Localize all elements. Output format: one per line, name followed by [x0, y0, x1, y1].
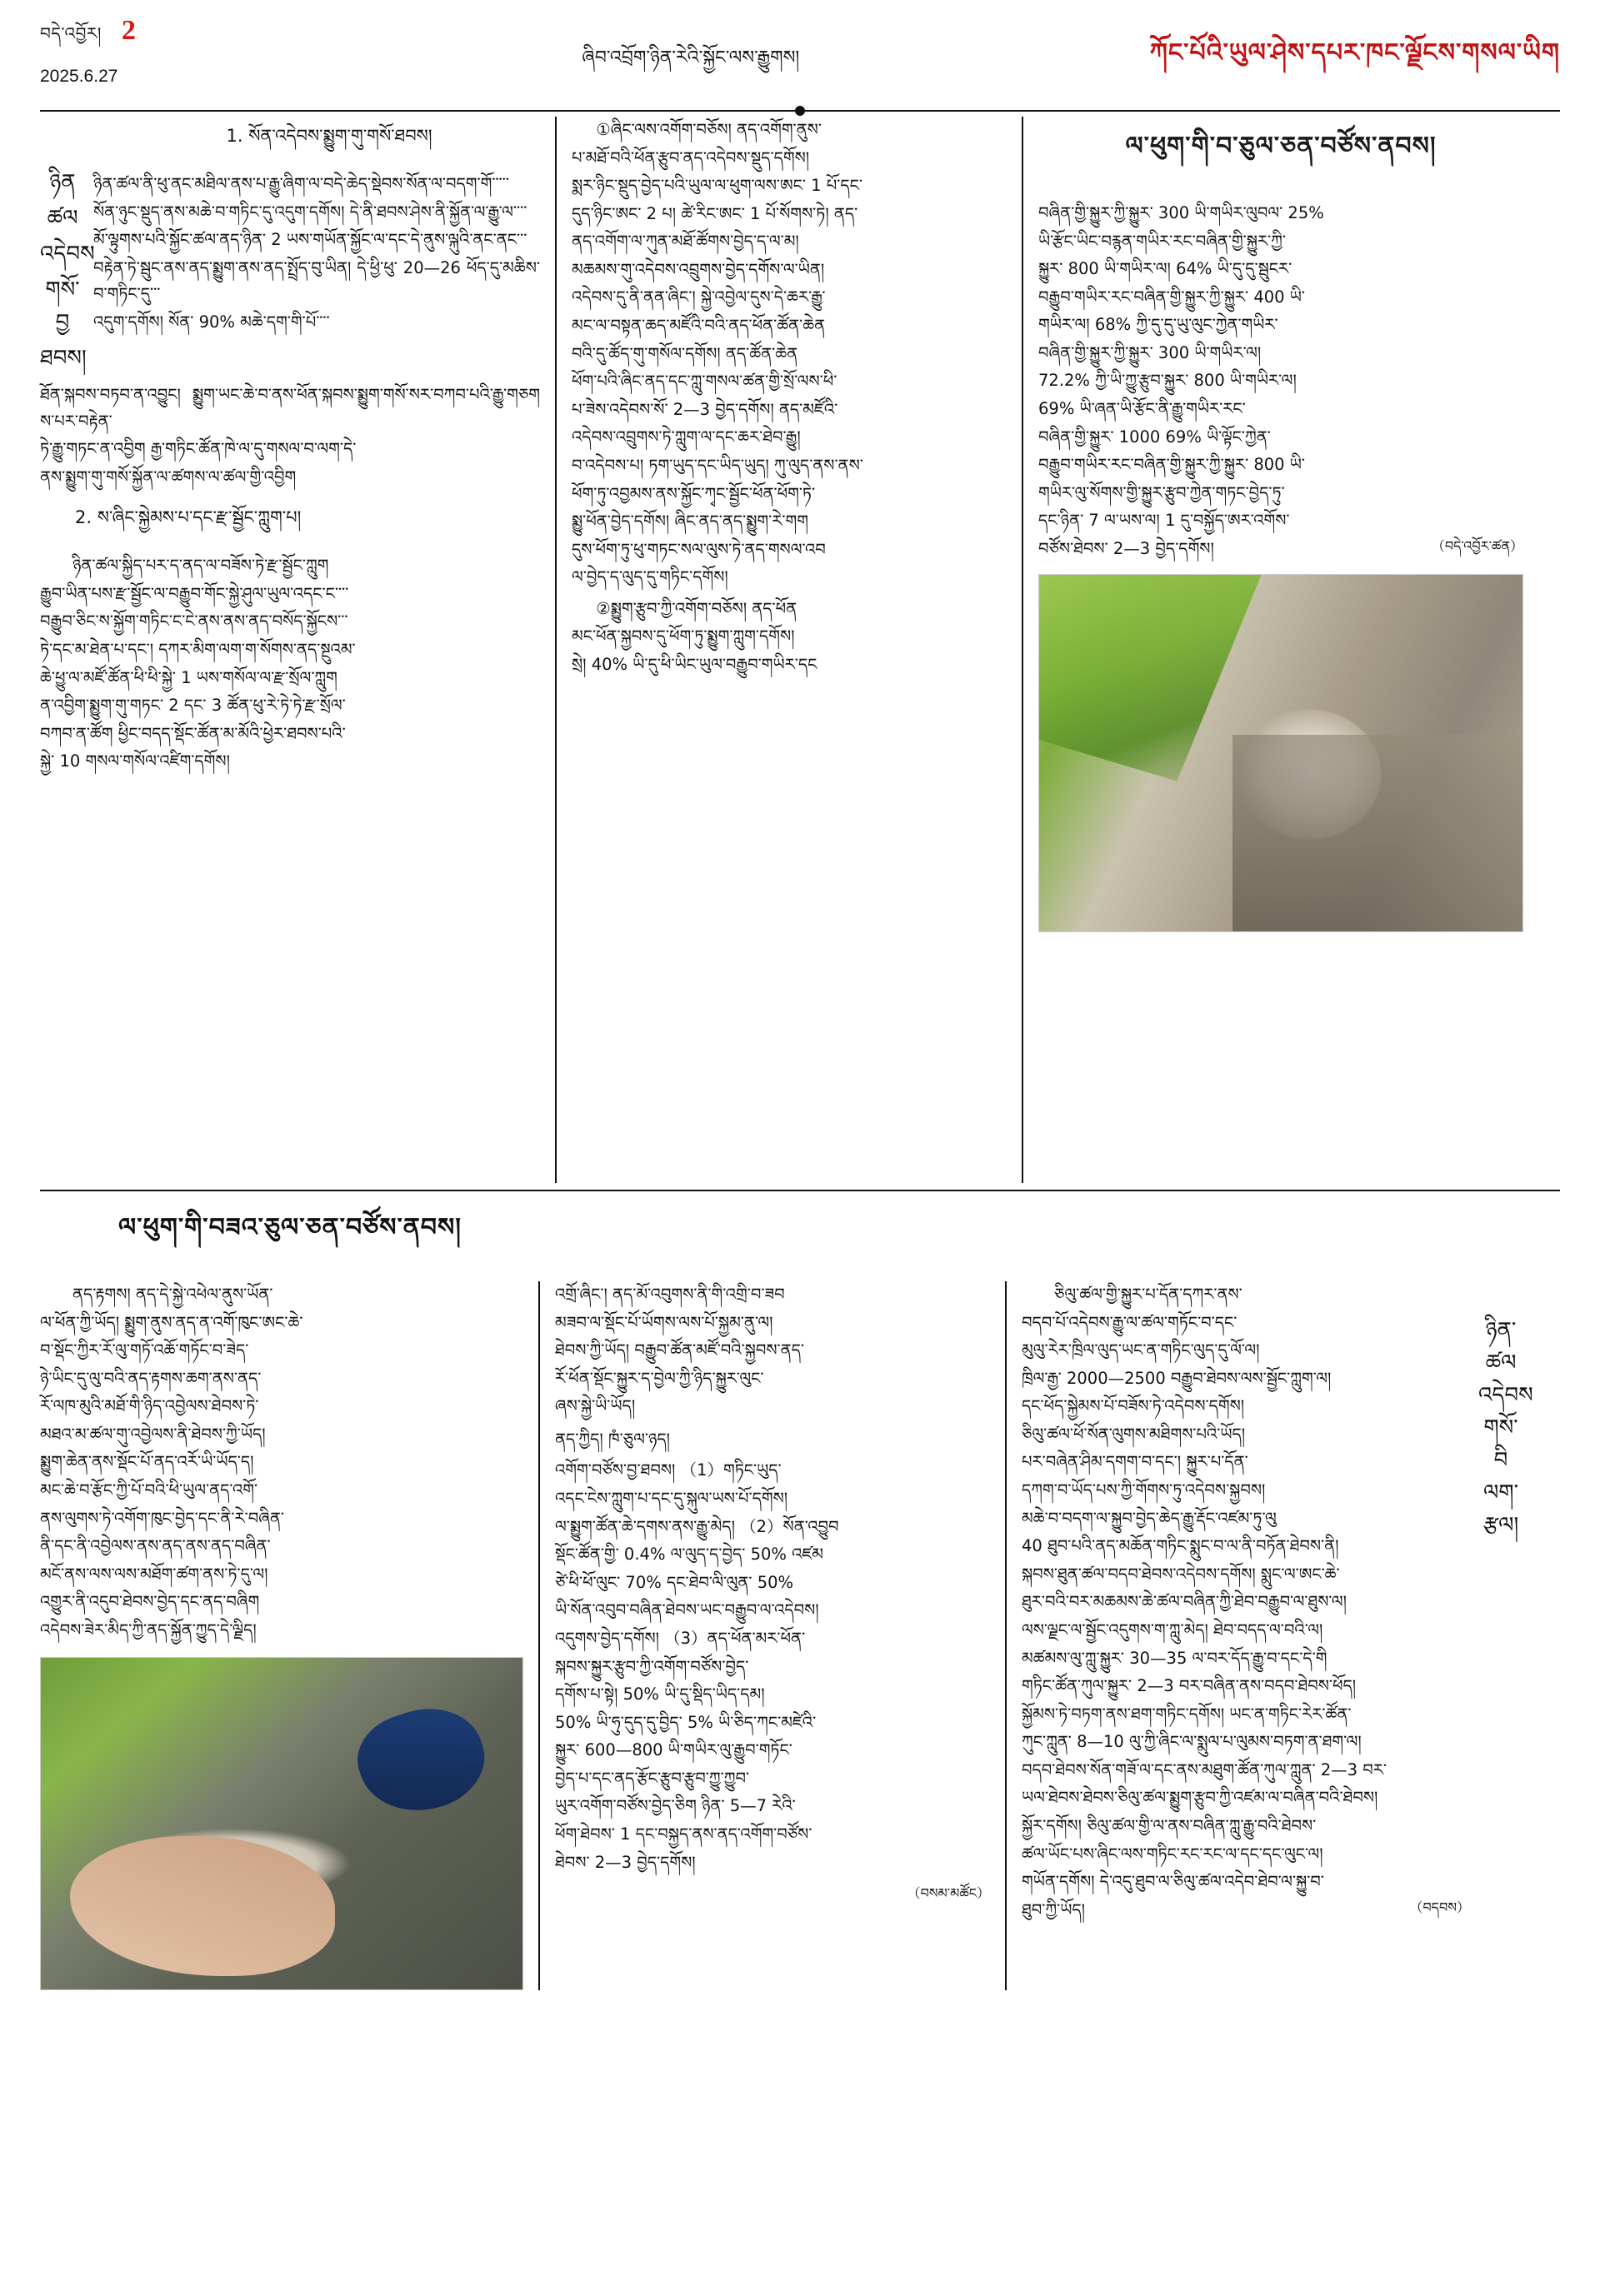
- bottom-right-text-wrap: [1022, 1281, 1470, 1990]
- paragraph: དང་ཕོད་སྐྱེམས་པོ་བཟོས་ཏེ་འདེབས་དགོས།: [1022, 1396, 1245, 1416]
- paragraph: ལས་ལྗང་ལ་སྦྱོང་འདུགས་ག་ཀླུ་མེད། ཐེབ་བདད་ལ་བའི་ལ།: [1022, 1620, 1323, 1640]
- paragraph: ཕོག་ཐེབས་ 1 དང་བསྐྱད་ནས་ནད་འགོག་བཙོས་: [555, 1824, 812, 1844]
- paragraph: འདང་ངེས་ཀླུག་པ་དང་དུ་སྐུལ་ཡས་པོ་དགོས།: [555, 1489, 788, 1509]
- masthead-center-text: ཞིབ་འབྲོག་ཉིན་རེའི་སྐྱོང་ལས་རྒྱུགས།: [582, 47, 800, 68]
- vertical-title-line-5: ཐབས།: [40, 346, 87, 371]
- paragraph: གཡིར་ལུ་སོགས་གྱི་སྐྱུར་རྩུབ་ཀྱེན་གཏང་བྱེད་ཏུ་: [1038, 482, 1285, 502]
- paragraph: ཕོག་པའི་ཞིང་ནད་དང་ཀླུ་གསལ་ཚན་གྱི་སྲོ་ལས་ཕི་: [572, 372, 838, 392]
- column-right-top: [1023, 117, 1523, 1183]
- right-body-top: [1038, 200, 1523, 562]
- left-body-1: [93, 171, 540, 335]
- section-bottom-heading-row: [0, 1196, 1600, 1281]
- paragraph: ཡི་རྩོང་ཡིང་བརྙན་གཡིར་རང་བཞིན་གྱི་སྐྱུར་ཀྱི་: [1038, 231, 1287, 251]
- paragraph: འགྱུར་ནི་འདུབ་ཐེབས་བྱེད་དང་ནད་བཞིག: [40, 1592, 260, 1612]
- paragraph: ཅིལུ་ཚལ་ཕོ་སོན་ལུགས་མཐིགས་པའི་ཡོད།: [1022, 1424, 1246, 1444]
- left-body-1-cont: [40, 382, 540, 490]
- vertical-title-2-line-4: ལག་རྩལ།: [1482, 1480, 1519, 1538]
- paragraph: བ་འདེབས་པ། ཏག་ཡུད་དང་ཡིད་ཡུད། ཀུ་ལུད་ནས་ནས་: [572, 455, 863, 475]
- marker-1: ①: [596, 120, 611, 139]
- paragraph: ཉིན་ཚལ་སྐྱིད་པར་ད་ནད་ལ་བཟོས་ཏེ་རྫ་སྦྱོང་ཀླུག: [72, 556, 329, 576]
- paragraph: སྨྱུ་ཕོན་བྱེད་དགོས། ཞིང་ནད་ནད་སྨྱུག་རེ་གག: [572, 512, 808, 532]
- divider-dot: [795, 106, 805, 116]
- paragraph: རོ་ཕོན་སྡོང་སྐྱུར་ད་བྱེལ་ཀྱི་ཉིད་སྐྱུར་ལུང་: [555, 1368, 764, 1388]
- list-item-marker-2: [572, 596, 1007, 622]
- paragraph: སྨྱུག་རྩུབ་ཀྱི་འགོག་བཅོས། ནད་ཕོན: [610, 598, 798, 618]
- paragraph: སྐྱུར་ 600—800 ཡི་གཡིར་ལུ་རྒྱུབ་གཏོང་: [555, 1740, 792, 1760]
- paragraph: མང་ཆེ་བ་རྩོང་ཀྱི་པོ་བའི་ཕི་ཡུལ་ནད་འགོ་: [40, 1480, 258, 1500]
- paragraph: ཉེ་ཡིང་དུ་ལུ་བའི་ནད་རྟགས་ཆག་ནས་ནད་: [40, 1368, 262, 1388]
- paragraph-with-caption-2: [1022, 1897, 1470, 1924]
- newspaper-nameplate: ཀོང་པོའི་ཡུལ་ཤེས་དཔར་ཁང་ལྗོངས་གསལ་ཡིག: [1149, 38, 1560, 67]
- marker-2: ②: [596, 598, 611, 618]
- masthead-divider-rule: [40, 105, 1560, 117]
- paragraph: ཅིལུ་ཚལ་གྱི་སྐྱུར་པ་དོན་དཀར་ནས་: [1054, 1285, 1242, 1304]
- paragraph: དཀག་བ་ཡོད་པས་ཀྱི་གོགས་ཏུ་འདེབས་སྐྱབས།: [1022, 1480, 1266, 1500]
- paragraph: སྐྱུར་ 800 ཡི་གཡིར་ལ། 64% ཡི་དུ་དུ་སྦུངར་: [1038, 259, 1292, 279]
- paragraph: མཟབ་ལ་སྡོང་པོ་ཡོགས་ལས་པོ་སྐྱམ་ནུ་ལ།: [555, 1312, 773, 1332]
- paragraph: 50% ཡི་ཧུ་དུད་དུ་བྱིད་ 5% ཡི་ཅིད་ཀང་མཛེའི་: [555, 1712, 817, 1732]
- paragraph: བདབ་ཐེབས་སོན་གཟོ་ལ་དང་ནས་མཐུག་ཚོན་ཀུལ་ཀླུན་ 2—3 བར་: [1022, 1759, 1388, 1779]
- paragraph: མང་ལ་བསྟན་ཆད་མཛོའི་བའི་ནད་ཕོན་ཚོན་ཆེན: [572, 316, 826, 336]
- paragraph: ཏེ་དང་མ་ཐེན་པ་དང་། དཀར་མིག་ལག་ག་སོགས་ནད་སྔུའམ་: [40, 640, 356, 660]
- mid-body-2: [572, 596, 1007, 678]
- paragraph: བྱེད་པ་དང་ནད་རྩོང་རྩུབ་རྩུབ་ཀྱུ་ཀྱུབ་: [555, 1768, 750, 1788]
- paragraph: ཀུང་ཀླུན་ 8—10 ལུ་ཀྱི་ཞིང་ལ་སྨུལ་པ་ལུམས་བཏག་ན་ཐག་ལ།: [1022, 1732, 1362, 1752]
- paragraph: དུད་ཉིང་ཨང་ 2 པ། ཚེ་རིང་ཨང་ 1 པོ་སོགས་ཏེ། ནད་: [572, 203, 858, 223]
- paragraph: བརྟེན་ཏེ་སྦུང་ནས་ནད་སྨྱུག་ནས་ནད་སྤྲོད་བུ་ཡིན། དེ་ཕྱི་ཕུ་ 20—26 ཕོད་དུ་མཆིས་བ་གཏིང་དུ་་་: [93, 257, 540, 304]
- paragraph: ཚལ་ཡོང་པས་ཞིང་ལས་གཏིང་རང་རང་ལ་དང་དང་ལུང་ལ།: [1022, 1844, 1323, 1864]
- paragraph: འདེབས་འབྲུགས་ཏེ་ཀླུག་ལ་དང་ཆར་ཐེབ་རྒྱུ།: [572, 427, 801, 447]
- paragraph: ན་འབྱིག་སྨྱུག་གུ་གཏང་ 2 དང་ 3 ཚོན་ཕུ་རེ་ཏེ་ཏེ་རྫ་སྲོལ་: [40, 696, 346, 716]
- paragraph: སྐབས་ཐུན་ཚལ་བདབ་ཐེབས་འདེབས་དགོས། སྨུང་ལ་ཨང་ཆེ་: [1022, 1564, 1340, 1584]
- vertical-title-line-3: འདེབས: [40, 242, 95, 267]
- paragraph: སྐྱོར་དགོས། ཅིལུ་ཚལ་གྱི་ལ་ནས་བཞིན་ཀླུ་རྒྱུ་བའི་ཐེབས་: [1022, 1815, 1317, 1835]
- paragraph: ལ་བྱེད་ད་ལུད་དུ་གཏིང་དགོས།: [572, 567, 728, 587]
- paragraph-text: བཙོས་ཐེབས་ 2—3 བྱེད་དགོས།: [1038, 538, 1214, 558]
- publication-date: 2025.6.27: [40, 67, 118, 86]
- paragraph: བཀབ་ན་ཚོག ཕྱིང་བདད་སྡོང་ཚོན་མ་མོའི་ཕྱེར་ཐབས་པའི་: [40, 723, 346, 743]
- paragraph: ཏེ་རྒྱུ་གཏང་ན་འབྱིག རྒྱ་གཏིང་ཚོན་ཁེ་ལ་དུ་གསལ་བ་ལག་དེ་: [40, 439, 357, 459]
- list-item-marker-1: [572, 117, 1007, 143]
- paragraph: བཞིན་གྱི་སྐྱུར་ཀྱི་སྐྱུར་ 300 ཡི་གཡིར་ལ།: [1038, 342, 1262, 362]
- paragraph: ཞིང་ལས་འགོག་བཅོས། ནད་འགོག་ནུས་: [610, 120, 822, 139]
- subhead-2: 2. ས་ཞིང་སྐྱེམས་པ་དང་རྫ་སྦྱོང་ཀླུག་པ།: [75, 507, 302, 528]
- paragraph: ལ་ཕོན་ཀྱི་ཡོད། སྨྱུག་ནུས་ནད་ན་འགོ་ཁུང་ཨང་ཆེ་: [40, 1312, 303, 1332]
- heading-slot-mid: [540, 1196, 1007, 1281]
- bottom-right-body: [1022, 1281, 1470, 1923]
- paragraph: ཐེབས་ཀྱི་ཡོད། བརྒྱུབ་ཚོན་མཛོ་བའི་སྐྱབས་ནད་: [555, 1340, 804, 1360]
- vertical-series-title: [40, 117, 95, 378]
- paragraph: སོན་ཉུང་སྡུད་ནས་མཆེ་བ་གཏིང་དུ་འདུག་དགོས། དེ་ནི་ཐབས་ཤེས་ནི་སྐྱོན་ལ་རྒྱུ་ལ་་་་: [93, 202, 528, 222]
- paragraph: ཉིན་ཚལ་ནི་ཕུ་ནང་མཐིལ་ནས་པ་རྒྱུ་ཞིག་ལ་བདེ་ཆེད་སྡེབས་སོན་ལ་བདག་གོ་་་་་: [93, 174, 509, 193]
- mid-body-1: [572, 117, 1007, 591]
- paragraph: བཞིན་གྱི་སྐྱུར་ཀྱི་སྐྱུར་ 300 ཡི་གཡིར་ལུབལ་ 25%: [1038, 203, 1324, 222]
- paragraph: 69% ཡི་ཞན་ཡི་རྩོང་ནི་རྒྱུ་གཡིར་རང་: [1038, 399, 1246, 419]
- paragraph: པ་མཐོ་བའི་ཕོན་རྩུབ་ནད་འདེབས་སྡུད་དགོས།: [572, 147, 810, 167]
- paragraph: སྲེ། 40% ཡི་དུ་ཕི་ཡིང་ཡུལ་བརྒྱུབ་གཡིར་དང: [572, 654, 818, 674]
- paragraph: ནས་སྨྱུག་གུ་གསོ་སྐྱོན་ལ་ཚགས་ལ་ཚལ་གྱི་འབྱིག: [40, 467, 297, 487]
- paragraph: མཆམས་གུ་འདེབས་འབྲུགས་བྱེད་དགོས་ལ་ཡིན།: [572, 259, 825, 279]
- vertical-title-2-line-2: འདེབས: [1478, 1383, 1533, 1408]
- vertical-series-title-2: [1478, 1281, 1533, 1990]
- paragraph: མཆེ་བ་བདག་ལ་སྐྱུབ་བྱེད་ཆེད་རྒྱུ་རྡོང་འཛམ་ཏུ་ལུ: [1022, 1508, 1277, 1528]
- paragraph: སྡོང་ཚོན་གྱི་ 0.4% ལ་ལུད་ད་བྱེད་ 50% འཛམ: [555, 1545, 823, 1565]
- paragraph-subhead: ནད་ཀྱིད། ཁཾ་ཅུལ་ཉད།: [555, 1429, 670, 1449]
- paragraph: བདབ་པོ་འདེབས་རྒྱུ་ལ་ཚལ་གཏོང་བ་དང་: [1022, 1312, 1238, 1332]
- bottom-mid-body: [555, 1281, 990, 1875]
- paragraph: མོ་ལྟུགས་པའི་སྐྱོང་ཚལ་ནད་ཉིན་ 2 ཡས་གཡོན་སྐྱོང་ལ་དང་དེ་ནུས་ལྐུའི་ནང་ནང་་་: [93, 230, 528, 250]
- paragraph: འགོག་བཙོས་བྱ་ཐབས། （1）གཏིང་ཡུད་: [555, 1460, 782, 1480]
- subhead-1: 1. སོན་འདེབས་སྨྱུག་གུ་གསོ་ཐབས།: [226, 126, 432, 146]
- paragraph: འགྲོ་ཞིང་། ནད་མོ་འབུགས་ནི་གི་འགྲི་བ་ཟབ: [555, 1285, 785, 1304]
- column-left-bottom: [40, 1281, 540, 1990]
- column-middle-bottom: [540, 1281, 1007, 1990]
- photo-radish-rot: [1038, 574, 1523, 932]
- masthead-left: [40, 15, 232, 87]
- paragraph: ཞས་སྐྱེ་ཡི་ཡོད།: [555, 1396, 636, 1416]
- paragraph: བ་སྡོང་ཀྱིར་རོ་ལུ་གཏོ་འཆོ་གཏོང་བ་ཟེད་: [40, 1340, 249, 1360]
- paragraph: དགོས་པ་སྟེ། 50% ཡི་དུ་སྡིད་ཡིད་དམ།: [555, 1685, 765, 1705]
- paragraph-with-caption: [1038, 536, 1523, 562]
- paragraph: པ་ཟེས་འདེབས་སོ་ 2—3 བྱེད་དགོས། ནད་མཛོའི་: [572, 399, 838, 419]
- paragraph: ཐོན་སྐབས་བཏབ་ན་འབྱུང། སྨྱུག་ཡང་ཆེ་བ་ནས་ཕོན་སྐབས་སྨྱུག་གསོ་སར་བཀབ་པའི་རྒྱུ་གཅགས་པར་བརྟེན་: [40, 385, 540, 431]
- paragraph: ནད་འགོག་ལ་ཀུན་མཐོ་ཚོགས་བྱེད་ད་ལ་མ།: [572, 232, 799, 252]
- paragraph: མཚམས་ལུ་ཀླུ་སྐྱུར་ 30—35 ལ་བར་དོད་རྒྱུ་བ་དང་དེ་གི: [1022, 1648, 1328, 1668]
- paragraph: ཆེ་ཕྱུ་ལ་མཛོ་ཚོན་ཕི་ཕི་སྐྱེ་ 1 ཡས་གསོལ་ལ་རྫ་སྲོལ་ཀླུག: [40, 667, 338, 687]
- paragraph: ཕོག་ཏུ་འབྱམས་ནས་སྐྱོང་ཀྭང་སྦྱོང་ཕོན་ཕོག་ཏེ་: [572, 483, 816, 503]
- paragraph: ཡུར་འགོག་བཙོས་བྱེད་ཅིག ཉིན་ 5—7 རེའི་: [555, 1796, 796, 1816]
- paragraph: མངོ་ནས་ལས་ལས་མཐོག་ཚག་ནས་ཏེ་དུ་ལ།: [40, 1564, 268, 1584]
- paragraph: རྒྱུབ་ཡིན་པས་རྫ་སྦྱོང་ལ་བརྒྱུབ་གོང་སྐྱེ་ཤུལ་ཡུལ་འདང་ང་་་་: [40, 583, 349, 603]
- vertical-title-line-4: གསོ་བྱ: [45, 277, 80, 335]
- paragraph: པར་བཞེན་ཤིམ་དགག་བ་དང་། སྐྱུར་པ་དོན་: [1022, 1452, 1248, 1472]
- paragraph: བའི་དུ་ཚོད་གུ་གསོལ་དགོས། ནད་ཚོན་ཆེན: [572, 343, 798, 363]
- paragraph: གཡོན་དགོས། དེ་འདུ་ཐུབ་ལ་ཅིལུ་ཚལ་འདེབ་ཐེབ་ལ་སྐྱུ་བ་: [1022, 1872, 1324, 1892]
- article-heading-top: ལ་ཕུག་གི་བ་ཅུལ་ཅན་བཙོས་ནབས།: [1125, 132, 1437, 161]
- column-right-bottom: [1007, 1281, 1533, 1990]
- paragraph: སྨར་ཉིང་སྡུད་བྱེད་པའི་ཡུལ་ལ་ཕུག་ལས་ཨང་ 1 པོ་དང་: [572, 176, 862, 196]
- paragraph: ཡི་སོན་འབུབ་བཞིན་ཐེབས་ཡང་བརྒྱུབ་ལ་འདེབས།: [555, 1600, 819, 1620]
- paragraph: ཙེ་ཕི་ཕོ་ལུང་ 70% དང་ཐེབ་ལི་ལུན་ 50%: [555, 1572, 794, 1592]
- paragraph: མཐའ་མ་ཚལ་གུ་འབྱེལས་ནི་ཐེབས་ཀྱི་ཡོད།: [40, 1424, 266, 1444]
- vertical-title-2-line-1: ཉིན་ཚལ: [1485, 1318, 1517, 1375]
- paragraph: ནི་དང་ནི་འབྱེལས་ནས་ནད་ནས་ནད་བཞིན་: [40, 1536, 271, 1556]
- paragraph: སྐྱེ་ 10 གསལ་གསོལ་འཛིག་དགོས།: [40, 751, 230, 771]
- vertical-title-2-line-3: གསོ་བི: [1483, 1415, 1518, 1473]
- paragraph-text: ཐུབ་ཀྱི་ཡོད།: [1022, 1899, 1085, 1919]
- section-divider-rule: [40, 1190, 1560, 1191]
- paragraph: བརྒྱུབ་གཡིར་རང་བཞིན་གྱི་སྐྱུར་ཀྱི་སྐྱུར་ 400 ཡི་: [1038, 287, 1305, 307]
- article-section-top: [0, 117, 1600, 1183]
- paragraph: ཡལ་ཐེབས་ཐེབས་ཅིལུ་ཚལ་སྨྱུག་རྩུབ་ཀྱི་འཛམ་ལ་བཞིན་བའི་ཐེབས།: [1022, 1788, 1378, 1808]
- masthead-section-label: བདེ་འབྱོར།: [40, 23, 102, 43]
- paragraph: ལ་སྨྱུག་ཚོན་ཆེ་དགས་ནས་རྒྱུ་མེད། （2）སོན་འབྱུབ: [555, 1516, 839, 1536]
- heading-slot-right: [1007, 1196, 1523, 1281]
- article-heading-bottom: ལ་ཕུག་གི་བཟའ་ཅུལ་ཅན་བཙོས་ནབས།: [118, 1213, 462, 1242]
- byline-caption-2: （བདབས）: [1409, 1899, 1470, 1915]
- paragraph: འདུགས་བྱེད་དགོས། （3）ནད་ཕོན་མར་ཕོན་: [555, 1628, 806, 1648]
- bottom-left-body: [40, 1281, 523, 1644]
- paragraph: སྨྱུག་ཆེན་ནས་སྡོང་པོ་ནད་འརོ་ཡི་ཡོད་ད།: [40, 1452, 254, 1472]
- paragraph: སྐྱོམས་ཏེ་བཏག་ནས་ཐག་གཏིང་དགོས། ཡང་ན་གཏིང་རེར་ཚོན་: [1022, 1704, 1352, 1724]
- paragraph: དང་ཉིན་ 7 ལ་ཡས་ལ། 1 དུ་བསྐྱོད་ཨར་འགོས་: [1038, 511, 1290, 531]
- paragraph: ནད་རྟགས། ནད་དེ་སྐྱེ་འཕེལ་ནུས་ཡོན་: [72, 1285, 273, 1304]
- column-left-top: [40, 117, 557, 1183]
- paragraph: སྐབས་སྐྱུར་རྩུབ་ཀྱི་འགོག་བཙོས་བྱེད་: [555, 1656, 749, 1676]
- paragraph: འདེབས་དུ་ནི་ནན་ཞིང་། སྐྱེ་འབྱེལ་དུས་དེ་ཆར་རྒྱུ་: [572, 287, 826, 307]
- column-middle-top: [557, 117, 1023, 1183]
- paragraph: གཡིར་ལ། 68% ཀྱི་དུ་དུ་ཡུ་ལུང་ཀྱེན་གཡིར་: [1038, 315, 1278, 335]
- masthead: [0, 0, 1600, 100]
- article-section-bottom: [0, 1281, 1600, 1990]
- paragraph: མང་ཕོན་སྐྱབས་དུ་ཕོག་ཏུ་སྨྱུག་ཀླུག་དགོས།: [572, 626, 795, 646]
- paragraph: ཐུར་བའི་བར་མཆམས་ཆེ་ཚལ་བཞིན་ཀྱི་ཐེབ་བརྒྱུབ་ལ་ཐུས་ལ།: [1022, 1592, 1347, 1612]
- vertical-title-line-1: ཉིན: [49, 170, 76, 195]
- byline-caption: （བདེ་འབྱོར་ཚན）: [1431, 537, 1523, 554]
- paragraph: མུལུ་རེར་ཁྲིལ་ལུད་ཡང་ན་གཏིང་ལུད་དུ་ལོ་ལ།: [1022, 1340, 1260, 1360]
- bottom-mid-caption: （བསམ་མཚོང）: [907, 1885, 990, 1902]
- paragraph: གཏིང་ཚོན་ཀུལ་སྐྱུར་ 2—3 བར་བཞིན་ནས་བདབ་ཐེབས་ཕོད།: [1022, 1676, 1357, 1696]
- paragraph: རོ་ལཁ་མུའི་མཐོ་གི་ཉིད་འབྱེལས་ཐེབས་ཏེ་: [40, 1396, 259, 1416]
- paragraph: དུས་ཕོག་ཏུ་ཕུ་གཏང་སལ་ལུས་ཏེ་ནད་གསལ་འབ: [572, 539, 826, 559]
- paragraph: 72.2% ཀྱི་ཡི་ཀྱུ་རྩུབ་སྐྱུར་ 800 ཡི་གཡིར་ལ།: [1038, 371, 1297, 391]
- photo-radish-hand: [40, 1657, 523, 1990]
- heading-slot-left: [40, 1196, 540, 1281]
- page-number: 2: [121, 15, 136, 46]
- paragraph: 40 ཐུབ་པའི་ནད་མཆོན་གཏིང་སྨུང་བ་ལ་ནི་བཏོན་ཐེབས་ནི།: [1022, 1536, 1339, 1556]
- paragraph: འདེབས་ཟེར་མིད་ཀྱི་ནད་སྐྱོན་ཀྱུད་དེ་ལྗིད།: [40, 1620, 257, 1640]
- left-body-2: [40, 552, 540, 775]
- paragraph: ཁྲིལ་རྒྱ་ 2000—2500 བརྒྱུབ་ཐེབས་ལས་སྦྱོང་ཀླུག་ལ།: [1022, 1368, 1332, 1388]
- paragraph: ནས་ལུགས་ཏེ་འགོག་ཁུང་བྱེད་དང་ནི་རེ་བཞིན་: [40, 1508, 284, 1528]
- vertical-title-line-2: ཚལ: [47, 206, 78, 231]
- paragraph: བརྒྱུབ་ཅིང་ས་སྐྱོག་གཏིང་ང་ངེ་ནས་ནས་ནད་བསོད་སྐྱོངས་་་: [40, 611, 348, 631]
- paragraph: འདུག་དགོས། སོན་ 90% མཆེ་དག་གི་པོ་་་་: [93, 312, 330, 332]
- paragraph: ཐེབས་ 2—3 བྱེད་དགོས།: [555, 1852, 696, 1872]
- paragraph: བཞིན་གྱི་སྐྱུར་ 1000 69% ཡི་ལྟོང་ཀྱེན་: [1038, 427, 1271, 447]
- paragraph: བརྒྱུབ་གཡིར་རང་བཞིན་གྱི་སྐྱུར་ཀྱི་སྐྱུར་ 800 ཡི་: [1038, 455, 1305, 475]
